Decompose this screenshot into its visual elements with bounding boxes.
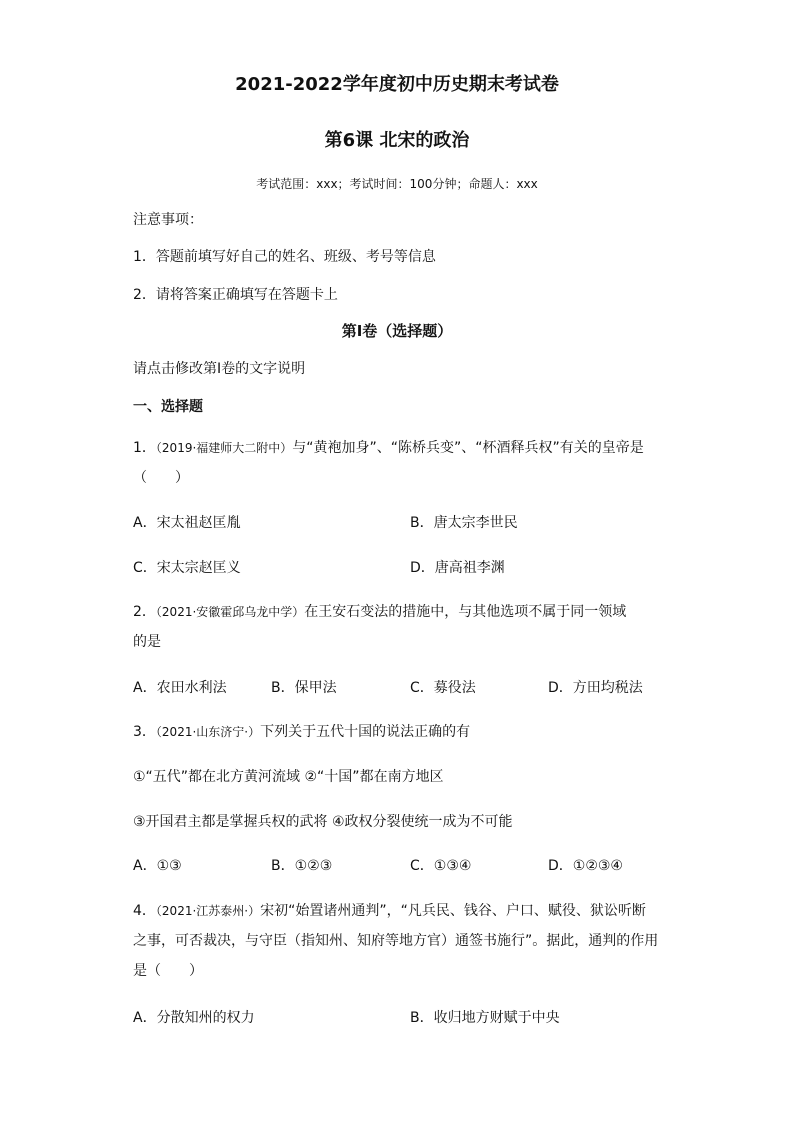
notice-heading: 注意事项： bbox=[133, 212, 203, 228]
question-source: （2019·福建师大二附中） bbox=[155, 441, 293, 455]
option-c: C．①③④ bbox=[410, 858, 472, 874]
question-2 bbox=[133, 603, 626, 621]
question-number: 2． bbox=[133, 604, 156, 620]
question-source: （2021·江苏泰州·） bbox=[155, 904, 261, 918]
notice-item-1: 1．答题前填写好自己的姓名、班级、考号等信息 bbox=[133, 249, 436, 265]
option-b: B．唐太宗李世民 bbox=[410, 515, 518, 531]
question-3 bbox=[133, 723, 470, 741]
statement-line-1: ①“五代”都在北方黄河流域 ②“十国”都在南方地区 bbox=[133, 769, 444, 785]
question-text: 宋初“始置诸州通判”，“凡兵民、钱谷、户口、赋役、狱讼听断 bbox=[260, 903, 646, 919]
part-heading: 一、选择题 bbox=[133, 399, 203, 415]
question-text: 在王安石变法的措施中，与其他选项不属于同一领域 bbox=[304, 604, 627, 620]
question-number: 1． bbox=[133, 440, 156, 456]
question-text: 与“黄袍加身”、“陈桥兵变”、“杯酒释兵权”有关的皇帝是 bbox=[292, 440, 644, 456]
option-d: D．唐高祖李渊 bbox=[410, 560, 505, 576]
question-4 bbox=[133, 902, 646, 920]
question-number: 4． bbox=[133, 903, 156, 919]
question-source: （2021·安徽霍邱乌龙中学） bbox=[155, 605, 305, 619]
question-1 bbox=[133, 439, 644, 457]
option-a: A．分散知州的权力 bbox=[133, 1010, 255, 1026]
question-text-cont: 之事，可否裁决，与守臣（指知州、知府等地方官）通签书施行”。据此，通判的作用 bbox=[133, 933, 659, 949]
volume-desc: 请点击修改第I卷的文字说明 bbox=[133, 361, 306, 377]
option-a: A．①③ bbox=[133, 858, 182, 874]
option-a: A．农田水利法 bbox=[133, 680, 227, 696]
lesson-title: 第6课 北宋的政治 bbox=[324, 130, 470, 151]
question-text: 下列关于五代十国的说法正确的有 bbox=[260, 724, 471, 740]
statement-line-2: ③开国君主都是掌握兵权的武将 ④政权分裂使统一成为不可能 bbox=[133, 814, 513, 830]
option-b: B．收归地方财赋于中央 bbox=[410, 1010, 560, 1026]
volume-title: 第I卷（选择题） bbox=[341, 322, 453, 340]
question-source: （2021·山东济宁·） bbox=[155, 725, 261, 739]
notice-item-2: 2．请将答案正确填写在答题卡上 bbox=[133, 287, 338, 303]
option-d: D．①②③④ bbox=[548, 858, 623, 874]
question-text-cont: 的是 bbox=[133, 634, 161, 650]
option-c: C．宋太宗赵匡义 bbox=[133, 560, 241, 576]
exam-meta: 考试范围：xxx；考试时间：100分钟；命题人：xxx bbox=[256, 177, 538, 191]
question-text-cont-2: 是（ ） bbox=[133, 963, 203, 979]
option-a: A．宋太祖赵匡胤 bbox=[133, 515, 241, 531]
option-d: D．方田均税法 bbox=[548, 680, 643, 696]
answer-bracket: （ ） bbox=[133, 470, 189, 486]
option-b: B．保甲法 bbox=[271, 680, 337, 696]
question-number: 3． bbox=[133, 724, 156, 740]
exam-title: 2021-2022学年度初中历史期末考试卷 bbox=[235, 74, 559, 95]
option-b: B．①②③ bbox=[271, 858, 333, 874]
option-c: C．募役法 bbox=[410, 680, 476, 696]
